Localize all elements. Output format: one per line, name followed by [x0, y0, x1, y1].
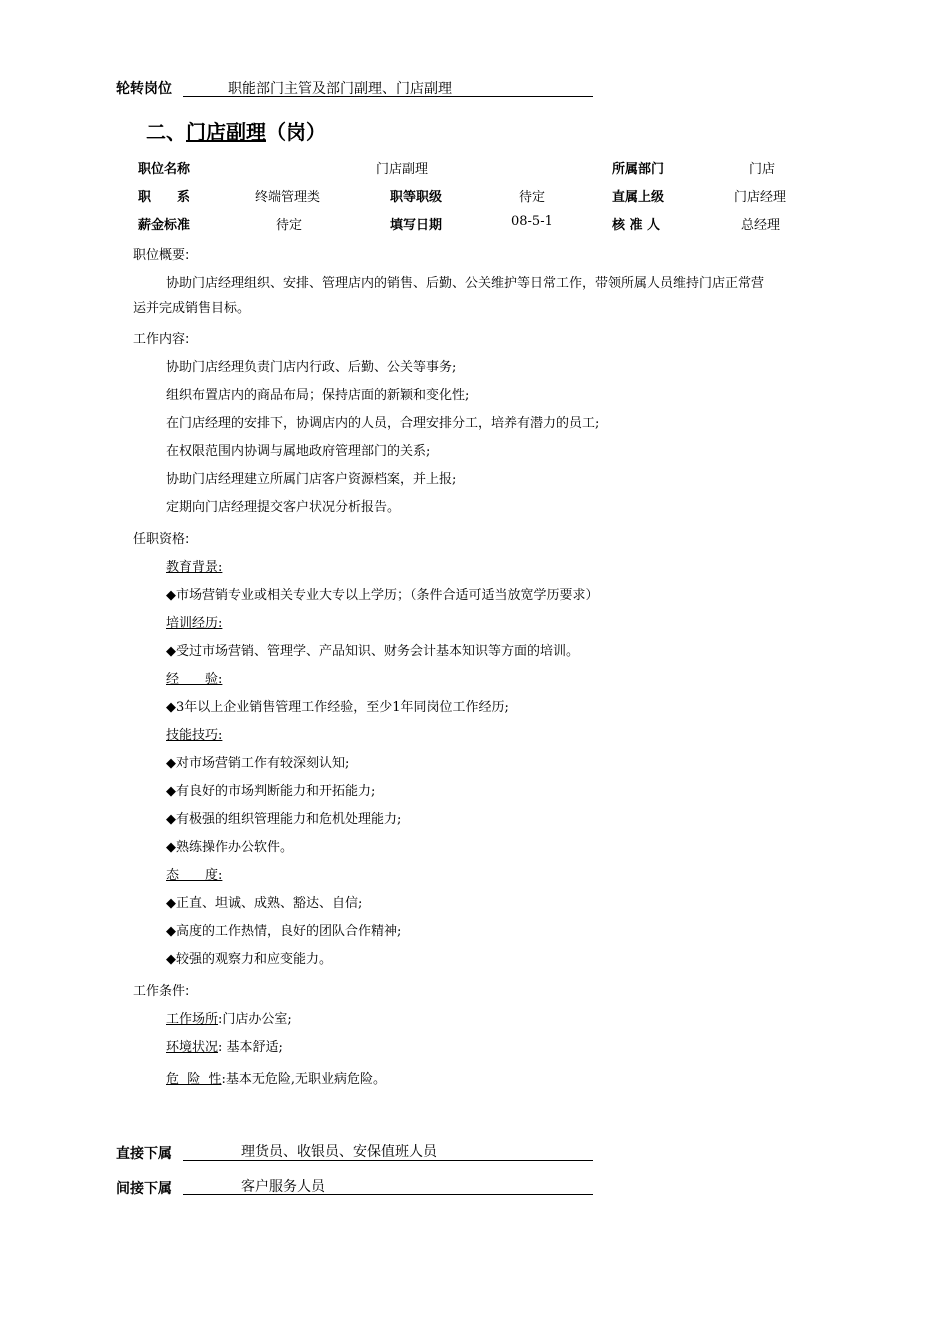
duty-item: 在权限范围内协调与属地政府管理部门的关系;: [166, 444, 431, 459]
section-title-main: 门店副理: [186, 120, 266, 144]
superior-label: 直属上级: [612, 190, 665, 205]
indirect-label: 间接下属: [116, 1181, 172, 1197]
env-label: 环境状况: [166, 1040, 219, 1055]
position-name-value: 门店副理: [376, 162, 429, 177]
rotation-label: 轮转岗位: [116, 81, 172, 97]
grade-label: 职等职级: [390, 190, 443, 205]
training-label: 培训经历:: [166, 616, 223, 631]
experience-item: ◆3年以上企业销售管理工作经验，至少1年同岗位工作经历;: [166, 700, 509, 715]
superior-value: 门店经理: [734, 190, 787, 205]
condition-place: [166, 1008, 292, 1027]
attitude-label: 态 度:: [166, 868, 223, 883]
series-value: 终端管理类: [255, 190, 321, 205]
place-label: 工作场所: [166, 1012, 219, 1027]
skill-item: ◆熟练操作办公软件。: [166, 840, 293, 855]
position-name-label: 职位名称: [138, 162, 191, 177]
direct-value: 理货员、收银员、安保值班人员: [241, 1144, 437, 1160]
date-value: 08-5-1: [511, 214, 553, 229]
approver-value: 总经理: [741, 218, 781, 233]
skills-label: 技能技巧:: [166, 728, 223, 743]
direct-label: 直接下属: [116, 1146, 172, 1162]
attitude-item: ◆正直、坦诚、成熟、豁达、自信;: [166, 896, 363, 911]
rotation-value: 职能部门主管及部门副理、门店副理: [228, 81, 452, 97]
date-label: 填写日期: [390, 218, 443, 233]
overview-heading: 职位概要:: [133, 248, 190, 263]
attitude-item: ◆较强的观察力和应变能力。: [166, 952, 332, 967]
condition-environment: [166, 1036, 283, 1055]
approver-label: 核 准 人: [612, 218, 661, 233]
section-title-suffix: （岗）: [266, 120, 326, 144]
direct-field: [183, 1136, 593, 1161]
duty-item: 在门店经理的安排下，协调店内的人员，合理安排分工，培养有潜力的员工;: [166, 416, 600, 431]
indirect-field: [183, 1170, 593, 1195]
overview-line-2: 运并完成销售目标。: [133, 301, 251, 316]
duty-item: 协助门店经理负责门店内行政、后勤、公关等事务;: [166, 360, 457, 375]
qualifications-heading: 任职资格:: [133, 532, 190, 547]
skill-item: ◆有极强的组织管理能力和危机处理能力;: [166, 812, 402, 827]
condition-risk: [166, 1068, 386, 1087]
section-title: [146, 116, 326, 145]
salary-value: 待定: [276, 218, 303, 233]
series-label: 职 系: [138, 190, 191, 205]
education-label: 教育背景:: [166, 560, 223, 575]
experience-label: 经 验:: [166, 672, 223, 687]
duty-item: 协助门店经理建立所属门店客户资源档案，并上报;: [166, 472, 457, 487]
training-item: ◆受过市场营销、管理学、产品知识、财务会计基本知识等方面的培训。: [166, 644, 579, 659]
duties-heading: 工作内容:: [133, 332, 190, 347]
conditions-heading: 工作条件:: [133, 984, 190, 999]
skill-item: ◆对市场营销工作有较深刻认知;: [166, 756, 350, 771]
skill-item: ◆有良好的市场判断能力和开拓能力;: [166, 784, 376, 799]
duty-item: 组织布置店内的商品布局；保持店面的新颖和变化性;: [166, 388, 470, 403]
dept-value: 门店: [749, 162, 776, 177]
indirect-value: 客户服务人员: [241, 1179, 325, 1195]
overview-line-1: 协助门店经理组织、安排、管理店内的销售、后勤、公关维护等日常工作，带领所属人员维持门店正常营: [166, 276, 765, 291]
risk-label: 危 险 性: [166, 1072, 222, 1087]
grade-value: 待定: [519, 190, 546, 205]
place-value: :门店办公室;: [218, 1012, 292, 1027]
dept-label: 所属部门: [612, 162, 665, 177]
salary-label: 薪金标准: [138, 218, 191, 233]
env-value: : 基本舒适;: [218, 1040, 283, 1055]
rotation-field: [183, 72, 593, 97]
education-item: ◆市场营销专业或相关专业大专以上学历；（条件合适可适当放宽学历要求）: [166, 588, 599, 603]
risk-value: :基本无危险,无职业病危险。: [221, 1072, 387, 1087]
attitude-item: ◆高度的工作热情，良好的团队合作精神;: [166, 924, 402, 939]
duty-item: 定期向门店经理提交客户状况分析报告。: [166, 500, 401, 515]
section-title-prefix: 二、: [146, 120, 186, 144]
